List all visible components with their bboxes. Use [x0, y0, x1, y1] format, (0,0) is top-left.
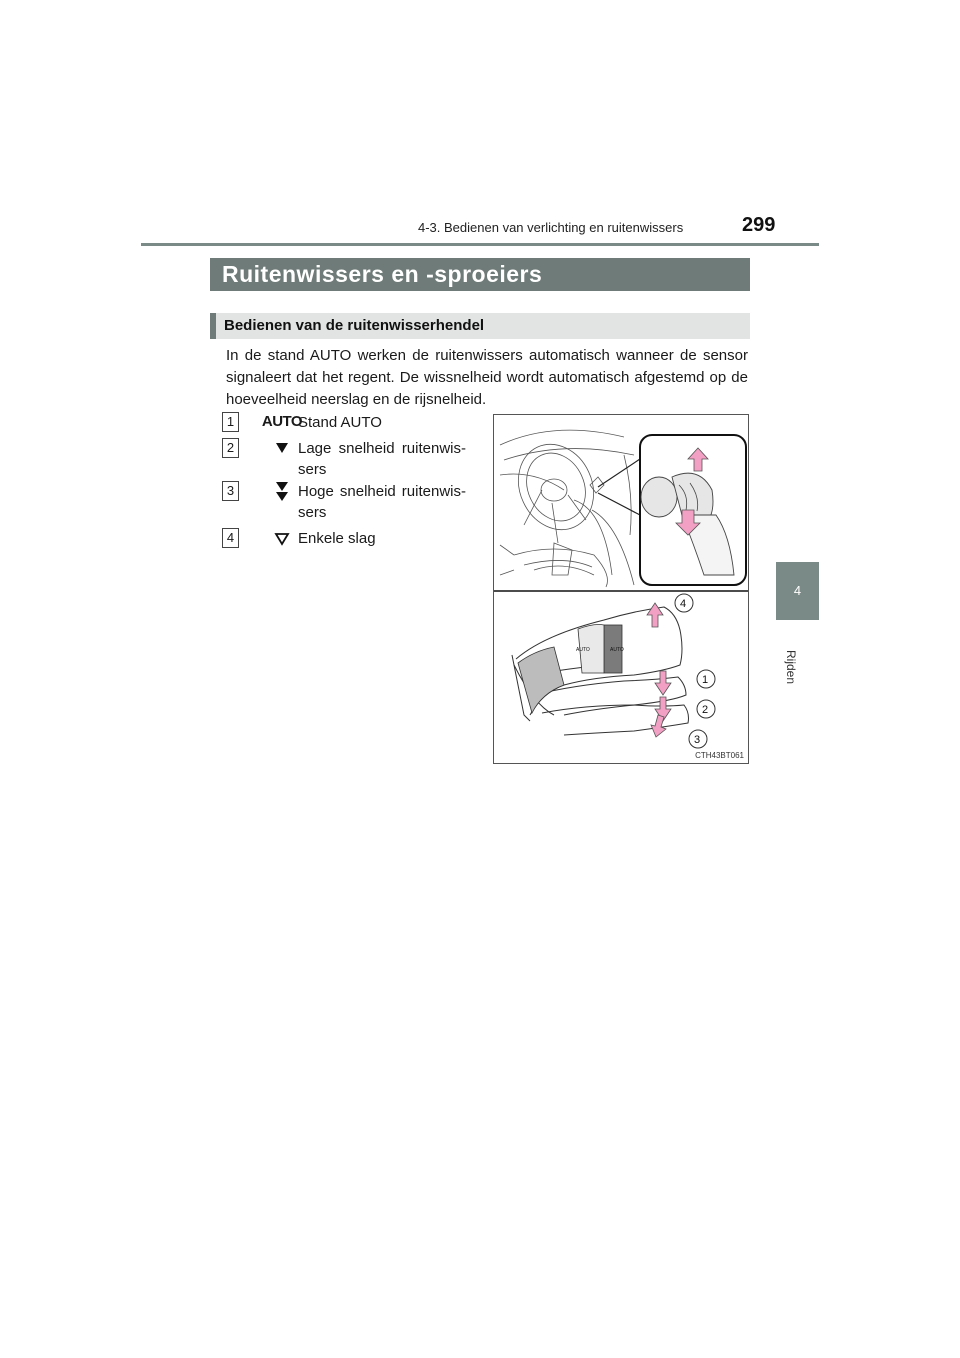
legend-label: Hoge snelheid ruitenwis-sers	[298, 483, 466, 521]
callout-1	[697, 670, 715, 688]
single-wipe-arrow	[647, 603, 663, 627]
wiper-lever-figure	[493, 414, 749, 764]
lever-auto-label-b: AUTO	[610, 647, 624, 653]
legend-number: 2	[222, 438, 239, 458]
svg-text:2: 2	[702, 704, 709, 716]
figure-code: CTH43BT061	[695, 751, 744, 760]
lever-auto-label-a: AUTO	[576, 647, 590, 653]
callout-4	[675, 594, 693, 612]
chapter-tab: 4	[776, 562, 819, 620]
svg-text:4: 4	[680, 598, 687, 610]
legend-label: Enkele slag	[298, 530, 376, 547]
svg-text:3: 3	[694, 734, 701, 746]
legend-label: Stand AUTO	[298, 414, 382, 431]
svg-text:1: 1	[702, 674, 709, 686]
wiper-illustration	[494, 415, 749, 764]
subsection-title: Bedienen van de ruitenwisserhendel	[210, 313, 750, 339]
legend-number: 1	[222, 412, 239, 432]
legend-number: 3	[222, 481, 239, 501]
callout-3	[689, 730, 707, 748]
legend-label: Lage snelheid ruitenwis-sers	[298, 440, 466, 478]
chapter-label: Rijden	[784, 650, 798, 685]
header-section-ref: 4-3. Bedienen van verlichting en ruitenwissers	[418, 220, 684, 235]
high-speed-arrow	[651, 715, 666, 737]
page-number: 299	[742, 214, 776, 236]
section-title: Ruitenwissers en -sproeiers	[210, 258, 750, 291]
auto-icon-text: AUTO	[261, 413, 303, 430]
header-rule	[141, 243, 819, 246]
intro-paragraph: In de stand AUTO werken de ruitenwissers automatisch wanneer de sensor signaleert dat het regent. De wissnelheid wordt automatisch afgestemd op de hoeveelheid neerslag en de rijsnelheid.	[226, 347, 748, 408]
callout-2	[697, 700, 715, 718]
auto-arrow	[655, 671, 671, 695]
legend-number: 4	[222, 528, 239, 548]
